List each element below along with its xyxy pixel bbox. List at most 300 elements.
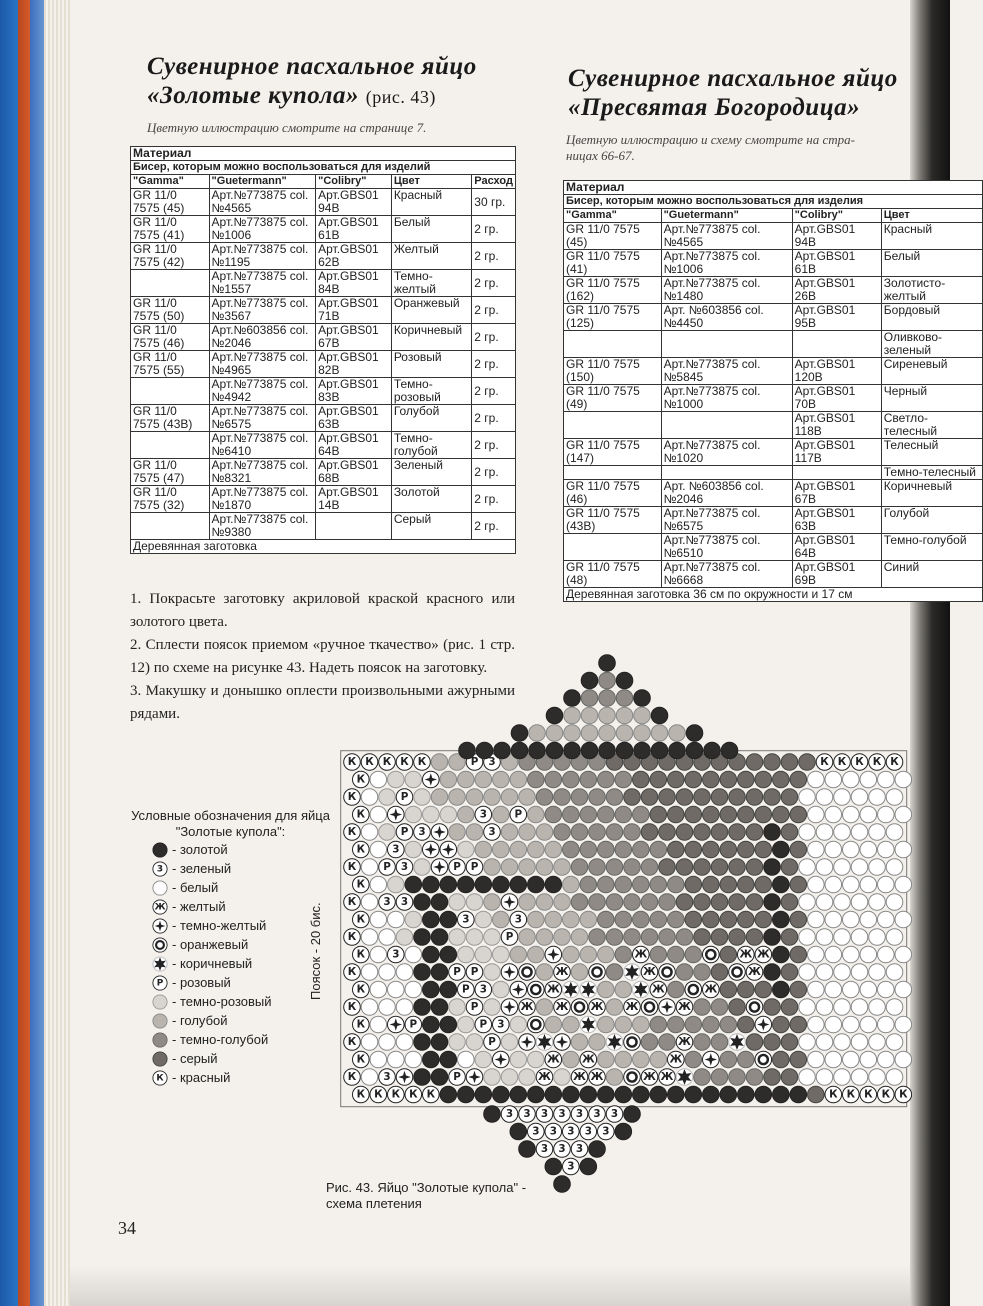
dome-bead	[599, 690, 616, 707]
svg-text:К: К	[356, 913, 366, 926]
table-cell: Арт.№773875 col. №6410	[209, 432, 316, 459]
darker-grey-circle-bead	[668, 806, 685, 823]
svg-text:3: 3	[602, 1125, 610, 1138]
darker-grey-circle-bead	[711, 964, 728, 981]
circle-zh-bead	[571, 1069, 588, 1086]
circle-k-bead	[388, 1086, 405, 1103]
dark-grey-circle-bead	[633, 841, 650, 858]
grey-circle-bead	[545, 1016, 562, 1033]
darker-grey-circle-bead	[676, 789, 693, 806]
filled-dark-circle-bead	[431, 1069, 448, 1086]
circle-3-bead	[388, 946, 405, 963]
darker-grey-circle-bead	[781, 859, 798, 876]
filled-dark-circle-bead	[773, 1086, 790, 1103]
svg-text:Ж: Ж	[555, 1001, 569, 1014]
circle-k-bead	[353, 841, 370, 858]
darker-grey-circle-bead	[685, 841, 702, 858]
grey-circle-bead	[589, 1034, 606, 1051]
circle-zh-bead	[641, 964, 658, 981]
light-grey-circle-bead	[405, 911, 422, 928]
circle-zh-bead	[703, 981, 720, 998]
darker-grey-circle-bead	[711, 894, 728, 911]
table-cell: GR 11/0 7575 (46)	[564, 480, 662, 507]
empty-circle-bead	[816, 964, 833, 981]
empty-circle-bead	[799, 859, 816, 876]
dark-grey-circle-bead	[615, 841, 632, 858]
legend-label: - темно-розовый	[172, 994, 272, 1009]
filled-dark-circle-bead	[703, 1086, 720, 1103]
legend-item	[152, 1068, 343, 1087]
table-cell: Арт.№773875 col. №4942	[209, 378, 316, 405]
dark-grey-circle-bead	[606, 824, 623, 841]
table-cell: 2 гр.	[472, 297, 516, 324]
empty-circle-bead	[851, 1069, 868, 1086]
legend-item	[152, 897, 343, 916]
svg-text:Ж: Ж	[555, 966, 569, 979]
table-cell: Голубой	[881, 507, 982, 534]
empty-circle-bead	[834, 964, 851, 981]
circle-k-bead	[353, 911, 370, 928]
table-subtitle: Бисер, которым можно воспользоваться для изделия	[564, 195, 983, 209]
table-cell: Сиреневый	[881, 358, 982, 385]
svg-text:К: К	[881, 1088, 891, 1101]
light-grey-circle-bead	[493, 946, 510, 963]
grey-circle-bead	[501, 789, 518, 806]
filled-dark-circle-bead	[423, 981, 440, 998]
table-cell: Арт.GBS01 82B	[316, 351, 392, 378]
legend-item	[152, 1049, 343, 1068]
grey-circle-bead	[554, 929, 571, 946]
grey-circle-bead	[571, 1034, 588, 1051]
grey-circle-bead	[563, 946, 580, 963]
darker-grey-circle-bead	[729, 859, 746, 876]
svg-text:3: 3	[418, 826, 426, 839]
svg-text:К: К	[365, 756, 374, 769]
table-cell: Арт.GBS01 63B	[792, 507, 881, 534]
circle-o-bead	[519, 964, 536, 981]
darker-grey-circle-bead	[650, 806, 667, 823]
empty-circle-bead	[869, 1069, 886, 1086]
filled-dark-circle-bead	[458, 876, 475, 893]
table-cell	[564, 331, 662, 358]
darker-grey-circle-bead	[790, 981, 807, 998]
circle-zh-bead	[545, 981, 562, 998]
tip-bead	[571, 1141, 588, 1158]
table-cell: Арт.GBS01 67B	[792, 480, 881, 507]
empty-circle-bead	[869, 894, 886, 911]
circle-o-bead	[589, 964, 606, 981]
circle-p-bead	[379, 859, 396, 876]
grey-circle-bead	[493, 806, 510, 823]
circle-o-bead	[624, 1069, 641, 1086]
darker-grey-circle-bead	[676, 859, 693, 876]
darker-grey-circle-icon	[152, 1051, 168, 1067]
six-point-star-icon	[152, 956, 168, 972]
svg-text:P: P	[383, 861, 391, 874]
dome-bead	[616, 742, 633, 759]
darker-grey-circle-bead	[746, 1034, 763, 1051]
empty-circle-bead	[895, 946, 912, 963]
light-grey-circle-bead	[379, 789, 396, 806]
svg-text:3: 3	[610, 1108, 619, 1121]
empty-circle-bead	[886, 1034, 903, 1051]
circle-o-bead	[624, 1034, 641, 1051]
table-cell: Арт.GBS01 64B	[316, 432, 392, 459]
dark-grey-circle-bead	[668, 946, 685, 963]
empty-circle-bead	[869, 859, 886, 876]
dome-bead	[511, 725, 528, 742]
table-subtitle: Бисер, которым можно воспользоваться для изделий	[131, 161, 516, 175]
light-grey-circle-bead	[501, 1034, 518, 1051]
circle-p-bead	[484, 1034, 501, 1051]
dark-grey-circle-bead	[738, 1051, 755, 1068]
empty-circle-bead	[860, 876, 877, 893]
dome-bead	[651, 707, 668, 724]
table-cell: Белый	[881, 250, 982, 277]
dark-grey-circle-bead	[528, 771, 545, 788]
grey-circle-bead	[536, 999, 553, 1016]
dark-grey-circle-bead	[571, 789, 588, 806]
circle-k-bead	[834, 754, 851, 771]
dark-grey-circle-bead	[668, 876, 685, 893]
legend-item	[152, 954, 343, 973]
dark-grey-circle-bead	[580, 806, 597, 823]
circle-cross-star-bead	[554, 1034, 571, 1051]
dark-grey-circle-bead	[668, 911, 685, 928]
darker-grey-circle-bead	[799, 754, 816, 771]
empty-circle-bead	[370, 806, 387, 823]
dark-grey-circle-bead	[624, 894, 641, 911]
darker-grey-circle-bead	[641, 789, 658, 806]
grey-circle-bead	[449, 789, 466, 806]
column-header: Цвет	[881, 209, 982, 223]
filled-dark-circle-bead	[414, 1069, 431, 1086]
svg-text:3: 3	[479, 808, 487, 821]
circle-k-bead	[895, 1086, 912, 1103]
dark-grey-circle-bead	[589, 789, 606, 806]
svg-text:Ж: Ж	[678, 1036, 691, 1049]
dark-grey-circle-bead	[615, 806, 632, 823]
grey-circle-bead	[580, 911, 597, 928]
table-cell: Арт.GBS01 61B	[316, 216, 392, 243]
filled-dark-circle-bead	[475, 876, 492, 893]
svg-text:P: P	[479, 1018, 488, 1031]
light-grey-circle-bead	[396, 929, 413, 946]
svg-text:P: P	[488, 1036, 496, 1049]
empty-circle-bead	[808, 1051, 825, 1068]
filled-dark-circle-bead	[440, 876, 457, 893]
table-row	[131, 378, 516, 405]
light-grey-circle-bead	[501, 1069, 518, 1086]
dome-bead	[634, 725, 651, 742]
svg-text:Ж: Ж	[669, 1053, 683, 1066]
empty-circle-bead	[370, 946, 387, 963]
dark-grey-circle-bead	[598, 771, 615, 788]
circle-k-bead	[344, 964, 361, 981]
dome-bead	[634, 690, 651, 707]
svg-text:К: К	[374, 1088, 383, 1101]
right-subtitle-line1: Цветную иллюстрацию и схему смотрите на стра-	[566, 132, 855, 147]
dark-grey-circle-bead	[720, 1016, 737, 1033]
svg-text:К: К	[347, 966, 357, 979]
grey-circle-bead	[536, 894, 553, 911]
grey-circle-bead	[519, 929, 536, 946]
table-cell: Темно-телесный	[881, 466, 982, 480]
light-grey-circle-bead	[449, 1034, 466, 1051]
darker-grey-circle-bead	[755, 981, 772, 998]
grey-circle-bead	[528, 841, 545, 858]
dark-grey-circle-bead	[685, 1016, 702, 1033]
filled-dark-circle-bead	[458, 1086, 475, 1103]
filled-dark-circle-bead	[423, 876, 440, 893]
circle-3-bead	[484, 824, 501, 841]
filled-dark-circle-bead	[764, 929, 781, 946]
dark-grey-circle-bead	[694, 1034, 711, 1051]
table-title: Материал	[131, 147, 516, 161]
light-grey-circle-bead	[388, 876, 405, 893]
circle-3-bead	[379, 894, 396, 911]
table-cell: GR 11/0 7575 (162)	[564, 277, 662, 304]
dark-grey-circle-bead	[659, 1034, 676, 1051]
table-cell: GR 11/0 7575 (48)	[564, 561, 662, 588]
circle-p-bead	[510, 806, 527, 823]
circle-zh-bead	[536, 1069, 553, 1086]
light-grey-circle-icon	[152, 994, 168, 1010]
circle-k-bead	[344, 894, 361, 911]
grey-circle-bead	[536, 964, 553, 981]
grey-circle-bead	[466, 824, 483, 841]
table-header-row	[131, 175, 516, 189]
svg-text:К: К	[347, 756, 357, 769]
light-grey-circle-bead	[484, 929, 501, 946]
table-cell	[131, 270, 210, 297]
grey-circle-bead	[510, 841, 527, 858]
circle-k-bead	[353, 1051, 370, 1068]
filled-dark-circle-bead	[650, 1086, 667, 1103]
legend-item	[152, 935, 343, 954]
tip-bead	[563, 1123, 580, 1140]
darker-grey-circle-bead	[790, 1016, 807, 1033]
light-grey-circle-bead	[449, 894, 466, 911]
light-grey-circle-bead	[475, 946, 492, 963]
empty-circle-bead	[886, 964, 903, 981]
table-cell: Арт.№773875 col. №3567	[209, 297, 316, 324]
empty-circle-bead	[869, 929, 886, 946]
grey-circle-bead	[475, 841, 492, 858]
empty-circle-bead	[869, 999, 886, 1016]
grey-circle-bead	[536, 859, 553, 876]
svg-text:P: P	[470, 966, 479, 979]
table-cell: Бордовый	[881, 304, 982, 331]
darker-grey-circle-bead	[703, 806, 720, 823]
svg-text:К: К	[156, 1073, 164, 1084]
table-cell: Арт.№773875 col. №6575	[209, 405, 316, 432]
circle-k-bead	[344, 999, 361, 1016]
dome-bead	[669, 742, 686, 759]
empty-circle-bead	[851, 789, 868, 806]
circle-k-bead	[816, 754, 833, 771]
empty-circle-bead	[825, 1051, 842, 1068]
dark-grey-circle-bead	[624, 824, 641, 841]
empty-circle-bead	[379, 929, 396, 946]
table-cell: Арт. №603856 col. №4450	[661, 304, 792, 331]
table-cell: Арт.GBS01 64B	[792, 534, 881, 561]
empty-circle-bead	[878, 981, 895, 998]
empty-circle-bead	[851, 824, 868, 841]
darker-grey-circle-bead	[781, 1034, 798, 1051]
filled-dark-circle-bead	[423, 946, 440, 963]
table-cell: 2 гр.	[472, 243, 516, 270]
filled-dark-circle-bead	[414, 999, 431, 1016]
filled-dark-circle-bead	[764, 964, 781, 981]
darker-grey-circle-bead	[781, 754, 798, 771]
right-materials-table	[563, 180, 983, 602]
table-cell: Арт.GBS01 63B	[316, 405, 392, 432]
dark-grey-circle-bead	[676, 964, 693, 981]
table-cell: 2 гр.	[472, 378, 516, 405]
circle-k-bead	[370, 1086, 387, 1103]
table-cell: Арт.№773875 col. №4965	[209, 351, 316, 378]
table-row	[564, 277, 983, 304]
dark-grey-circle-bead	[598, 911, 615, 928]
table-cell: 2 гр.	[472, 216, 516, 243]
filled-dark-circle-bead	[773, 946, 790, 963]
svg-text:К: К	[347, 1036, 357, 1049]
table-cell: 30 гр.	[472, 189, 516, 216]
circle-cross-star-bead	[510, 981, 527, 998]
light-grey-circle-bead	[449, 929, 466, 946]
table-cell	[661, 466, 792, 480]
filled-dark-circle-bead	[423, 1051, 440, 1068]
light-grey-circle-bead	[466, 929, 483, 946]
tip-bead	[624, 1106, 641, 1123]
dome-bead	[616, 690, 633, 707]
darker-grey-circle-bead	[773, 1016, 790, 1033]
grey-circle-bead	[449, 824, 466, 841]
light-grey-circle-bead	[466, 894, 483, 911]
circle-zh-bead	[746, 964, 763, 981]
darker-grey-circle-bead	[755, 841, 772, 858]
empty-circle-bead	[834, 1069, 851, 1086]
circle-p-bead	[466, 964, 483, 981]
six-point-star-bead	[676, 1069, 693, 1086]
svg-text:Ж: Ж	[546, 983, 560, 996]
dark-grey-circle-bead	[615, 911, 632, 928]
light-grey-circle-bead	[458, 841, 475, 858]
svg-text:P: P	[470, 756, 479, 769]
circle-zh-bead	[519, 999, 536, 1016]
darker-grey-circle-bead	[676, 894, 693, 911]
svg-text:3: 3	[488, 756, 496, 769]
dome-bead	[564, 690, 581, 707]
dark-grey-circle-bead	[580, 876, 597, 893]
empty-circle-bead	[825, 911, 842, 928]
circle-zh-bead	[738, 946, 755, 963]
darker-grey-circle-bead	[659, 859, 676, 876]
table-row	[564, 466, 983, 480]
light-grey-circle-bead	[484, 964, 501, 981]
table-cell	[131, 513, 210, 540]
six-point-star-bead	[536, 1034, 553, 1051]
dome-bead	[494, 742, 511, 759]
filled-dark-circle-bead	[440, 946, 457, 963]
empty-circle-bead	[878, 876, 895, 893]
dome-bead	[546, 742, 563, 759]
empty-circle-bead	[860, 806, 877, 823]
empty-circle-bead	[843, 946, 860, 963]
light-grey-circle-bead	[519, 1069, 536, 1086]
dome-bead	[581, 707, 598, 724]
dark-grey-circle-bead	[650, 911, 667, 928]
filled-dark-circle-bead	[720, 1086, 737, 1103]
darker-grey-circle-bead	[703, 841, 720, 858]
filled-dark-circle-bead	[764, 824, 781, 841]
table-row	[564, 534, 983, 561]
light-grey-circle-bead	[388, 771, 405, 788]
circle-3-icon	[152, 861, 168, 877]
table-cell: Арт.GBS01 117B	[792, 439, 881, 466]
circle-k-bead	[361, 754, 378, 771]
dark-grey-circle-bead	[589, 929, 606, 946]
dark-grey-circle-bead	[668, 1016, 685, 1033]
weaving-scheme	[330, 650, 920, 1173]
dark-grey-circle-bead	[641, 1034, 658, 1051]
table-cell: Желтый	[391, 243, 471, 270]
table-cell: Арт.GBS01 61B	[792, 250, 881, 277]
filled-dark-circle-bead	[764, 894, 781, 911]
empty-circle-bead	[860, 1051, 877, 1068]
right-article-title	[568, 64, 928, 122]
tip-bead	[589, 1141, 606, 1158]
table-cell: Арт.№773875 col. №1480	[661, 277, 792, 304]
table-cell: Белый	[391, 216, 471, 243]
circle-cross-star-bead	[440, 841, 457, 858]
empty-circle-bead	[799, 929, 816, 946]
light-grey-circle-bead	[449, 999, 466, 1016]
empty-circle-bead	[799, 789, 816, 806]
filled-dark-circle-bead	[545, 876, 562, 893]
legend-title: Условные обозначения для яйца "Золотые купола":	[131, 808, 330, 839]
table-cell: Арт.GBS01 118B	[792, 412, 881, 439]
dome-bead	[634, 707, 651, 724]
table-cell: 2 гр.	[472, 324, 516, 351]
light-grey-circle-bead	[405, 841, 422, 858]
darker-grey-circle-bead	[738, 876, 755, 893]
table-cell: 2 гр.	[472, 270, 516, 297]
svg-text:К: К	[356, 878, 366, 891]
darker-grey-circle-bead	[781, 929, 798, 946]
grey-circle-bead	[545, 841, 562, 858]
empty-circle-bead	[388, 981, 405, 998]
tip-bead	[615, 1123, 632, 1140]
grey-circle-bead	[563, 1016, 580, 1033]
six-point-star-bead	[580, 1016, 597, 1033]
svg-text:К: К	[837, 756, 847, 769]
svg-text:Ж: Ж	[520, 1001, 534, 1014]
table-cell: Золотой	[391, 486, 471, 513]
empty-circle-bead	[878, 946, 895, 963]
svg-text:Ж: Ж	[678, 1001, 691, 1014]
empty-circle-bead	[825, 1016, 842, 1033]
empty-circle-bead	[799, 824, 816, 841]
darker-grey-circle-bead	[755, 806, 772, 823]
table-cell: Арт.GBS01 84B	[316, 270, 392, 297]
dark-grey-circle-bead	[615, 771, 632, 788]
circle-k-bead	[414, 754, 431, 771]
circle-k-bead	[344, 754, 361, 771]
table-cell: GR 11/0 7575 (47)	[131, 459, 210, 486]
empty-circle-bead	[370, 981, 387, 998]
